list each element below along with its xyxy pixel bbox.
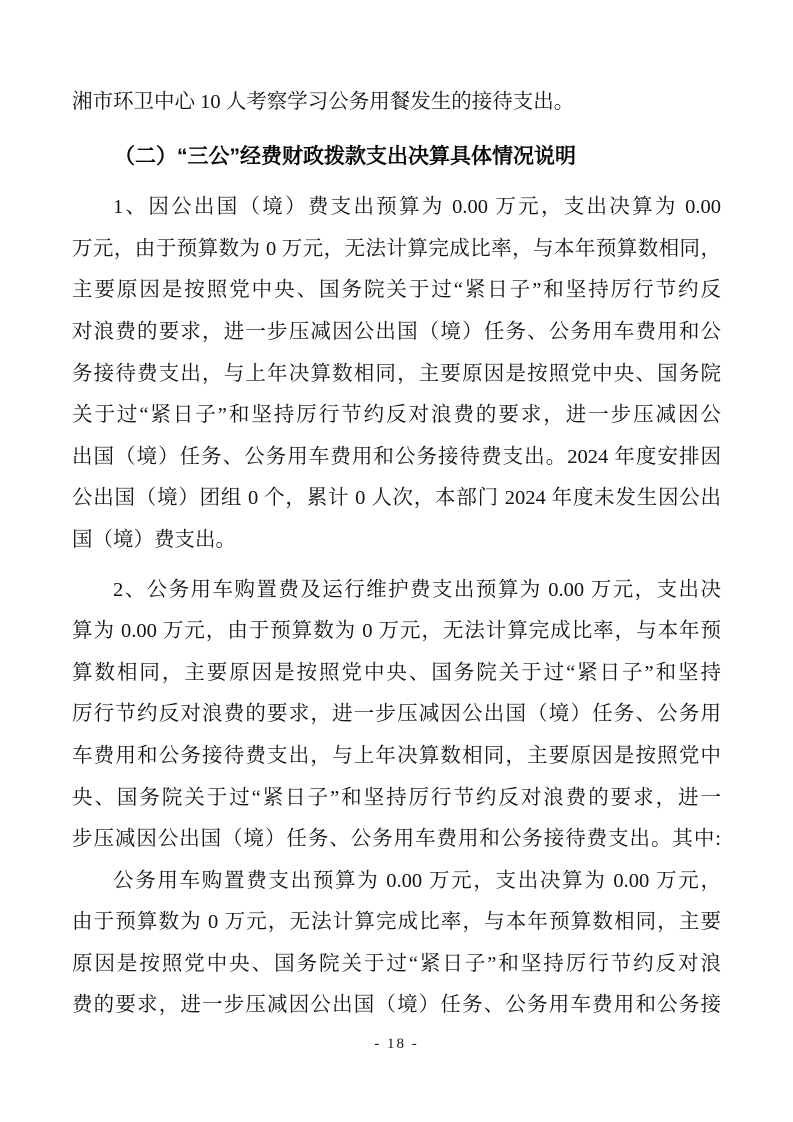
text-line: 算为 0.00 万元，由于预算数为 0 万元，无法计算完成比率，与本年预 xyxy=(72,620,721,643)
text-line: 原因是按照党中央、国务院关于过“紧日子”和坚持厉行节约反对浪 xyxy=(72,952,721,975)
text-line: 1、因公出国（境）费支出预算为 0.00 万元，支出决算为 0.00 xyxy=(113,196,721,219)
text-line: 务接待费支出，与上年决算数相同，主要原因是按照党中央、国务院 xyxy=(72,362,721,385)
section-heading: （二）“三公”经费财政拨款支出决算具体情况说明 xyxy=(114,144,576,168)
document-body xyxy=(72,82,721,1027)
text-line: 出国（境）任务、公务用车费用和公务接待费支出。2024 年度安排因 xyxy=(72,445,721,468)
text-line: 关于过“紧日子”和坚持厉行节约反对浪费的要求，进一步压减因公 xyxy=(72,404,721,427)
text-line: 费的要求，进一步压减因公出国（境）任务、公务用车费用和公务接 xyxy=(72,994,721,1017)
text-line: 对浪费的要求，进一步压减因公出国（境）任务、公务用车费用和公 xyxy=(72,320,721,343)
text-line: 国（境）费支出。 xyxy=(72,528,236,551)
text-line: 步压减因公出国（境）任务、公务用车费用和公务接待费支出。其中: xyxy=(72,828,721,851)
text-line: 车费用和公务接待费支出，与上年决算数相同，主要原因是按照党中 xyxy=(72,744,721,767)
text-line: 主要原因是按照党中央、国务院关于过“紧日子”和坚持厉行节约反 xyxy=(72,279,721,302)
text-line: 公出国（境）团组 0 个，累计 0 人次，本部门 2024 年度未发生因公出 xyxy=(72,487,721,510)
text-line: 由于预算数为 0 万元，无法计算完成比率，与本年预算数相同，主要 xyxy=(72,911,721,934)
text-line: 湘市环卫中心 10 人考察学习公务用餐发生的接待支出。 xyxy=(72,91,575,113)
page-number: - 18 - xyxy=(374,1036,419,1052)
text-line: 厉行节约反对浪费的要求，进一步压减因公出国（境）任务、公务用 xyxy=(72,703,721,726)
text-line: 万元，由于预算数为 0 万元，无法计算完成比率，与本年预算数相同， xyxy=(72,237,721,260)
text-line: 算数相同，主要原因是按照党中央、国务院关于过“紧日子”和坚持 xyxy=(72,661,721,684)
text-line: 2、公务用车购置费及运行维护费支出预算为 0.00 万元，支出决 xyxy=(113,578,721,601)
text-line: 央、国务院关于过“紧日子”和坚持厉行节约反对浪费的要求，进一 xyxy=(72,786,721,809)
text-line: 公务用车购置费支出预算为 0.00 万元，支出决算为 0.00 万元， xyxy=(113,869,721,892)
